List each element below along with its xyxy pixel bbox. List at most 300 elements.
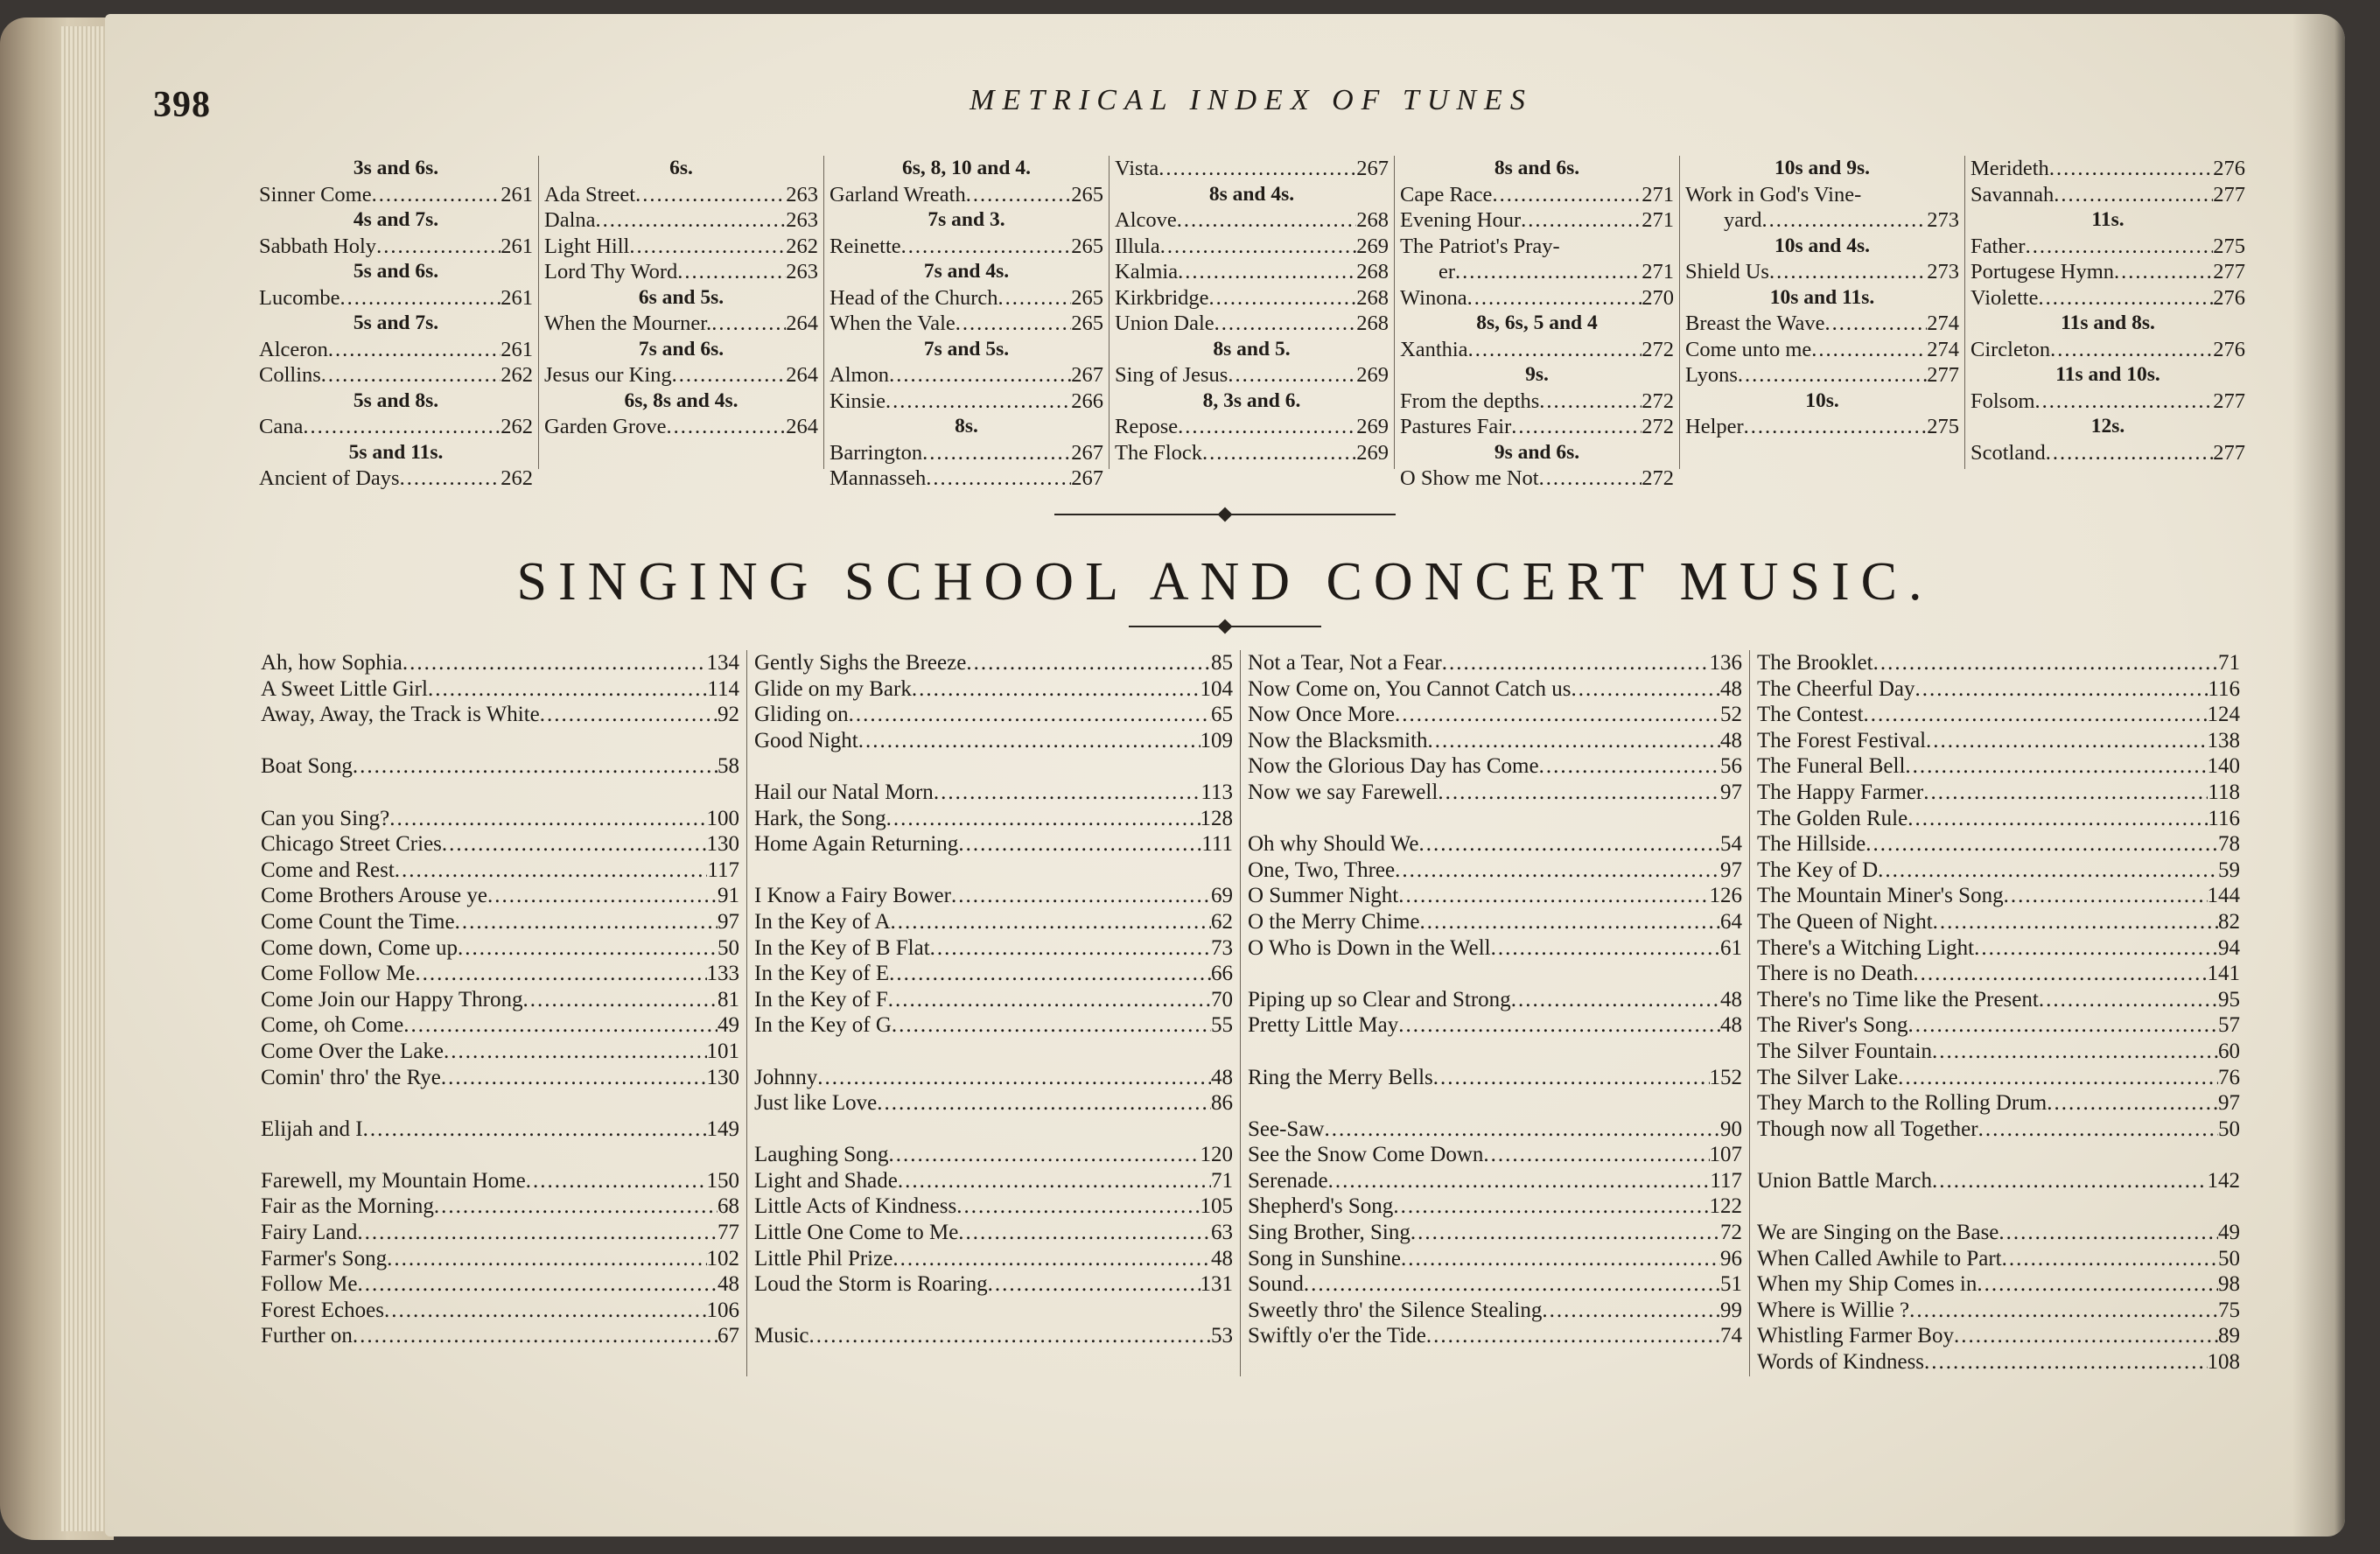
- leader-dots: [1393, 1194, 1709, 1220]
- song-title: The Funeral Bell: [1757, 754, 1906, 779]
- leader-dots: [1974, 935, 2218, 962]
- song-entry: [1757, 1349, 2240, 1376]
- song-column: [747, 650, 1241, 1376]
- leader-dots: [415, 961, 706, 987]
- song-title: Gliding on: [754, 703, 849, 727]
- leader-dots: [1932, 1039, 2218, 1065]
- song-entry: [754, 1271, 1233, 1298]
- meter-heading: 5s and 6s.: [353, 260, 439, 283]
- leader-dots: [1202, 440, 1356, 466]
- tune-entry: [544, 234, 818, 260]
- song-title: Where is Willie ?: [1757, 1298, 1910, 1322]
- song-column: [254, 650, 747, 1376]
- page-ref: 261: [500, 285, 533, 310]
- song-title: Oh why Should We: [1248, 832, 1419, 857]
- page-ref: 276: [2213, 337, 2245, 361]
- song-entry: [1757, 676, 2240, 703]
- tune-title: Kinsie: [830, 388, 886, 413]
- song-entry: [261, 1065, 739, 1091]
- song-title: There is no Death: [1757, 962, 1914, 986]
- page-ref: 67: [718, 1324, 739, 1348]
- page-ref: 106: [706, 1298, 739, 1322]
- tune-title: Winona: [1400, 285, 1467, 310]
- page-ref: 117: [1710, 1168, 1742, 1193]
- page-ref: 81: [718, 987, 739, 1012]
- leader-dots: [1442, 650, 1710, 676]
- leader-dots: [1324, 1116, 1720, 1143]
- song-entry: [1757, 858, 2240, 884]
- song-title: Come Join our Happy Throng: [261, 987, 523, 1012]
- tune-title: Union Dale: [1115, 312, 1214, 335]
- page-ref: 53: [1211, 1324, 1233, 1348]
- tune-entry: [259, 337, 533, 363]
- leader-dots: [1744, 414, 1928, 440]
- page-ref: 262: [500, 415, 533, 438]
- page-ref: 63: [1211, 1221, 1233, 1245]
- song-entry: [1248, 858, 1742, 884]
- tune-entry: [1115, 207, 1389, 234]
- tune-title: Alceron: [259, 337, 328, 361]
- leader-dots: [596, 207, 787, 234]
- page-ref: 73: [1211, 935, 1233, 960]
- song-entry: [754, 935, 1233, 962]
- song-entry: [1757, 987, 2240, 1013]
- song-entry: [1757, 702, 2240, 728]
- song-entry: [754, 883, 1233, 909]
- song-title: Not a Tear, Not a Fear: [1248, 651, 1442, 675]
- meter-heading: 7s and 5s.: [923, 337, 1010, 360]
- page-ref: 268: [1356, 208, 1389, 232]
- page-ref: 57: [2218, 1013, 2240, 1038]
- meter-heading: 10s and 4s.: [1774, 234, 1871, 257]
- page-ref: 277: [2213, 388, 2245, 413]
- page-ref: 99: [1720, 1298, 1742, 1322]
- leader-dots: [889, 362, 1071, 388]
- page-ref: 133: [706, 962, 739, 986]
- tune-entry: [1400, 182, 1674, 208]
- page-ref: 149: [706, 1116, 739, 1141]
- song-title: O Summer Night: [1248, 884, 1399, 908]
- song-entry: [261, 1116, 739, 1143]
- tune-entry: [1970, 156, 2245, 182]
- tune-entry: [1685, 362, 1959, 388]
- leader-dots: [400, 466, 501, 492]
- page-ref: 48: [1720, 728, 1742, 752]
- page-ref: 270: [1642, 285, 1674, 310]
- song-title: Elijah and I: [261, 1116, 363, 1141]
- tune-entry: [1400, 234, 1674, 260]
- leader-dots: [1491, 935, 1720, 962]
- song-title: Light and Shade: [754, 1168, 898, 1193]
- page-ref: 128: [1200, 806, 1233, 830]
- tune-title: When the Mourner.: [544, 312, 712, 335]
- song-title: Pretty Little May: [1248, 1013, 1399, 1038]
- song-entry: [261, 1246, 739, 1272]
- tune-title: Work in God's Vine-: [1685, 182, 1862, 206]
- song-entry: [1248, 883, 1742, 909]
- song-title: Laughing Song: [754, 1143, 889, 1167]
- page-ref: 48: [1720, 1013, 1742, 1038]
- page-ref: 117: [707, 858, 739, 882]
- leader-dots: [363, 1116, 707, 1143]
- song-title: Farewell, my Mountain Home: [261, 1168, 526, 1193]
- tune-entry: [1115, 440, 1389, 466]
- tune-entry: [1115, 414, 1389, 440]
- song-entry: [261, 1039, 739, 1065]
- song-title: Now the Glorious Day has Come: [1248, 754, 1539, 779]
- leader-dots: [635, 182, 786, 208]
- song-index: [254, 650, 2247, 1376]
- leader-dots: [966, 182, 1072, 208]
- song-entry: [261, 676, 739, 703]
- page-ref: 141: [2207, 962, 2240, 986]
- tune-title: Savannah: [1970, 182, 2054, 206]
- song-title: Music: [754, 1324, 809, 1348]
- tune-entry: [544, 207, 818, 234]
- page-ref: 52: [1720, 703, 1742, 727]
- tune-entry: [830, 362, 1103, 388]
- page-ref: 144: [2207, 884, 2240, 908]
- song-entry: [1757, 780, 2240, 806]
- leader-dots: [934, 780, 1201, 806]
- leader-dots: [1811, 337, 1927, 363]
- meter-heading: 10s and 11s.: [1769, 285, 1875, 309]
- meter-heading: 11s and 10s.: [2055, 363, 2160, 386]
- page-ref: 269: [1356, 234, 1389, 258]
- page-ref: 267: [1071, 466, 1103, 490]
- song-title: Little One Come to Me: [754, 1221, 959, 1245]
- leader-dots: [1433, 1065, 1710, 1091]
- song-title: Words of Kindness: [1757, 1350, 1925, 1375]
- page-ref: 116: [2208, 676, 2240, 701]
- tune-entry: [1685, 414, 1959, 440]
- leader-dots: [1908, 1012, 2218, 1039]
- leader-dots: [892, 1012, 1211, 1039]
- song-entry: [261, 961, 739, 987]
- song-title: Come, oh Come: [261, 1013, 404, 1038]
- page-ref: 269: [1356, 440, 1389, 465]
- leader-dots: [1455, 259, 1642, 285]
- page-ref: 49: [2218, 1221, 2240, 1245]
- song-entry: [1248, 1012, 1742, 1039]
- tune-entry: [259, 234, 533, 260]
- song-entry: [754, 780, 1233, 806]
- leader-dots: [526, 1168, 707, 1194]
- meter-heading: 6s, 8s and 4s.: [624, 388, 738, 412]
- song-entry: [754, 650, 1233, 676]
- leader-dots: [1539, 753, 1720, 780]
- tune-title: Ancient of Days: [259, 466, 400, 490]
- song-title: Come and Rest: [261, 858, 395, 882]
- song-entry: [261, 1012, 739, 1039]
- leader-dots: [357, 1271, 718, 1298]
- leader-dots: [888, 987, 1211, 1013]
- song-title: Come Count the Time: [261, 909, 455, 934]
- song-entry: [1757, 1246, 2240, 1272]
- leader-dots: [1395, 858, 1720, 884]
- song-title: Now the Blacksmith: [1248, 728, 1428, 752]
- leader-dots: [1571, 676, 1720, 703]
- tune-entry: [544, 259, 818, 285]
- page-ref: 109: [1200, 728, 1233, 752]
- page-ref: 86: [1211, 1091, 1233, 1116]
- leader-dots: [2049, 156, 2213, 182]
- song-entry: [1248, 1298, 1742, 1324]
- page-ref: 66: [1211, 962, 1233, 986]
- page-ref: 263: [786, 182, 818, 206]
- song-entry: [1248, 702, 1742, 728]
- page-ref: 98: [2218, 1272, 2240, 1297]
- metrical-column: [539, 156, 824, 469]
- leader-dots: [1932, 1168, 2208, 1194]
- tune-entry: [1685, 311, 1959, 337]
- tune-entry: [259, 362, 533, 388]
- page-ref: 58: [718, 754, 739, 779]
- tune-entry: [259, 466, 533, 492]
- tune-entry: [1115, 311, 1389, 337]
- tune-title: Sabbath Holy: [259, 234, 377, 258]
- page-ref: 277: [1927, 363, 1959, 387]
- page-ref: 276: [2213, 285, 2245, 310]
- song-column: [1750, 650, 2247, 1376]
- song-entry: [1248, 1220, 1742, 1246]
- page-ref: 50: [2218, 1246, 2240, 1270]
- page-ref: 274: [1927, 312, 1959, 335]
- song-title: Sweetly thro' the Silence Stealing: [1248, 1298, 1543, 1322]
- song-entry: [754, 1220, 1233, 1246]
- song-title: Little Phil Prize: [754, 1246, 893, 1270]
- song-entry: [1248, 650, 1742, 676]
- song-entry: [754, 676, 1233, 703]
- song-entry: [261, 1220, 739, 1246]
- meter-heading: 4s and 7s.: [353, 208, 439, 231]
- leader-dots: [1913, 961, 2207, 987]
- leader-dots: [1866, 831, 2218, 858]
- song-entry: [754, 831, 1233, 858]
- tune-title: Reinette: [830, 234, 901, 258]
- song-title: There's no Time like the Present: [1757, 987, 2039, 1012]
- page-ref: 134: [706, 651, 739, 675]
- song-entry: [261, 702, 739, 728]
- tune-entry: [1400, 285, 1674, 312]
- page-ref: 277: [2213, 260, 2245, 284]
- tune-title: Lucombe: [259, 285, 340, 310]
- song-title: The Cheerful Day: [1757, 676, 1915, 701]
- song-entry: [261, 806, 739, 832]
- leader-dots: [428, 676, 707, 703]
- meter-heading: 5s and 7s.: [353, 312, 439, 334]
- song-title: When Called Awhile to Part: [1757, 1246, 2002, 1270]
- tune-title: Ada Street: [544, 182, 636, 206]
- page-ref: 91: [718, 884, 739, 908]
- song-title: One, Two, Three: [1248, 858, 1396, 882]
- leader-dots: [1926, 728, 2207, 754]
- song-title: The Key of D: [1757, 858, 1879, 882]
- song-entry: [754, 1065, 1233, 1091]
- meter-heading: 12s.: [2090, 415, 2125, 438]
- leader-dots: [1539, 466, 1642, 492]
- tune-title: Xanthia: [1400, 337, 1468, 361]
- leader-dots: [1954, 1323, 2218, 1349]
- leader-dots: [922, 440, 1071, 466]
- page-ref: 96: [1720, 1246, 1742, 1270]
- meter-heading: 6s.: [669, 157, 693, 179]
- page-ref: 269: [1356, 363, 1389, 387]
- page-ref: 50: [718, 935, 739, 960]
- tune-entry: [1115, 234, 1389, 260]
- song-entry: [1248, 831, 1742, 858]
- page-ref: 277: [2213, 182, 2245, 206]
- tune-title: Garland Wreath: [830, 182, 966, 206]
- tune-entry: [1685, 337, 1959, 363]
- song-entry: [1248, 676, 1742, 703]
- tune-entry: [1970, 285, 2245, 312]
- tune-entry: [830, 466, 1103, 492]
- song-entry: [1248, 1271, 1742, 1298]
- leader-dots: [1521, 207, 1642, 234]
- tune-title: Garden Grove: [544, 415, 667, 438]
- song-title: Can you Sing?: [261, 806, 390, 830]
- page-ref: 274: [1927, 337, 1959, 361]
- page-ref: 48: [718, 1272, 739, 1297]
- song-title: The Silver Lake: [1757, 1065, 1899, 1089]
- song-title: Sound: [1248, 1272, 1304, 1297]
- page-ref: 275: [2213, 234, 2245, 258]
- page-ref: 71: [2218, 651, 2240, 675]
- page-ref: 64: [1720, 909, 1742, 934]
- song-title: Hark, the Song: [754, 806, 886, 830]
- leader-dots: [1978, 1116, 2218, 1143]
- leader-dots: [2046, 440, 2214, 466]
- leader-dots: [357, 1220, 718, 1246]
- leader-dots: [2038, 285, 2213, 312]
- meter-heading: 3s and 6s.: [353, 157, 439, 179]
- tune-title: Repose: [1115, 415, 1179, 438]
- leader-dots: [487, 883, 718, 909]
- song-entry: [1248, 1065, 1742, 1091]
- song-entry: [1757, 883, 2240, 909]
- leader-dots: [1542, 1298, 1720, 1324]
- song-title: In the Key of G: [754, 1013, 892, 1038]
- page-ref: 60: [2218, 1039, 2240, 1063]
- song-title: Piping up so Clear and Strong: [1248, 987, 1511, 1012]
- leader-dots: [888, 1142, 1200, 1168]
- page-ref: 272: [1642, 337, 1674, 361]
- tune-entry: [259, 285, 533, 312]
- leader-dots: [2004, 883, 2208, 909]
- leader-dots: [2054, 182, 2213, 208]
- meter-heading: 9s and 6s.: [1494, 440, 1580, 464]
- song-title: Glide on my Bark: [754, 676, 912, 701]
- leader-dots: [1209, 285, 1357, 312]
- leader-dots: [1160, 234, 1357, 260]
- song-title: Shepherd's Song: [1248, 1194, 1394, 1219]
- metrical-column: [1965, 156, 2250, 469]
- page-ref: 55: [1211, 1013, 1233, 1038]
- page-ref: 108: [2207, 1350, 2240, 1375]
- leader-dots: [1905, 753, 2207, 780]
- song-entry: [1757, 1298, 2240, 1324]
- song-entry: [261, 858, 739, 884]
- song-title: Ah, how Sophia: [261, 651, 402, 675]
- leader-dots: [389, 806, 706, 832]
- song-title: Chicago Street Cries: [261, 832, 442, 857]
- page-ref: 68: [718, 1194, 739, 1219]
- page-ref: 70: [1211, 987, 1233, 1012]
- tune-title: O Show me Not: [1400, 466, 1539, 490]
- song-entry: [1757, 753, 2240, 780]
- leader-dots: [886, 388, 1071, 415]
- page-ref: 89: [2218, 1324, 2240, 1348]
- song-entry: [1757, 961, 2240, 987]
- leader-dots: [1924, 1349, 2207, 1376]
- leader-dots: [395, 858, 708, 884]
- section-title: SINGING SCHOOL AND CONCERT MUSIC.: [516, 552, 1934, 612]
- leader-dots: [2002, 1246, 2218, 1272]
- tune-entry: [1400, 466, 1674, 492]
- meter-heading: 10s.: [1805, 388, 1839, 412]
- song-entry: [1757, 1271, 2240, 1298]
- meter-heading: 7s and 4s.: [923, 260, 1010, 283]
- tune-title: Lyons: [1685, 363, 1738, 387]
- song-entry: [754, 1323, 1233, 1349]
- tune-entry: [1685, 259, 1959, 285]
- song-title: Now we say Farewell: [1248, 780, 1438, 804]
- leader-dots: [441, 1065, 707, 1091]
- song-title: The Golden Rule: [1757, 806, 1908, 830]
- leader-dots: [434, 1194, 718, 1220]
- page-ref: 131: [1200, 1272, 1233, 1297]
- leader-dots: [672, 362, 787, 388]
- leader-dots: [891, 909, 1211, 935]
- leader-dots: [809, 1323, 1212, 1349]
- leader-dots: [849, 702, 1211, 728]
- song-entry: [1248, 780, 1742, 806]
- leader-dots: [540, 702, 718, 728]
- page-ref: 136: [1709, 651, 1742, 675]
- tune-entry: [1685, 207, 1959, 234]
- tune-entry: [544, 182, 818, 208]
- song-entry: [1757, 909, 2240, 935]
- song-entry: [1248, 728, 1742, 754]
- tune-entry: [830, 234, 1103, 260]
- tune-entry: [1970, 440, 2245, 466]
- song-title: Come Brothers Arouse ye: [261, 884, 487, 908]
- leader-dots: [376, 234, 500, 260]
- tune-title: Father: [1970, 234, 2026, 258]
- leader-dots: [1873, 650, 2218, 676]
- tune-entry: [830, 440, 1103, 466]
- page-ref: 82: [2218, 909, 2240, 934]
- leader-dots: [2026, 234, 2214, 260]
- page-ref: 265: [1071, 285, 1103, 310]
- leader-dots: [892, 1246, 1211, 1272]
- page-ref: 268: [1356, 312, 1389, 335]
- page-ref: 265: [1071, 182, 1103, 206]
- tune-entry: [544, 414, 818, 440]
- leader-dots: [1467, 285, 1642, 312]
- song-title: Come down, Come up: [261, 935, 458, 960]
- song-entry: [261, 935, 739, 962]
- song-title: Good Night: [754, 728, 858, 752]
- song-title: In the Key of E: [754, 962, 890, 986]
- tune-title: Evening Hour: [1400, 208, 1522, 232]
- leader-dots: [677, 259, 786, 285]
- page-ref: 268: [1356, 260, 1389, 284]
- page-ref: 124: [2207, 703, 2240, 727]
- song-title: In the Key of A: [754, 909, 891, 934]
- page-ref: 269: [1356, 415, 1389, 438]
